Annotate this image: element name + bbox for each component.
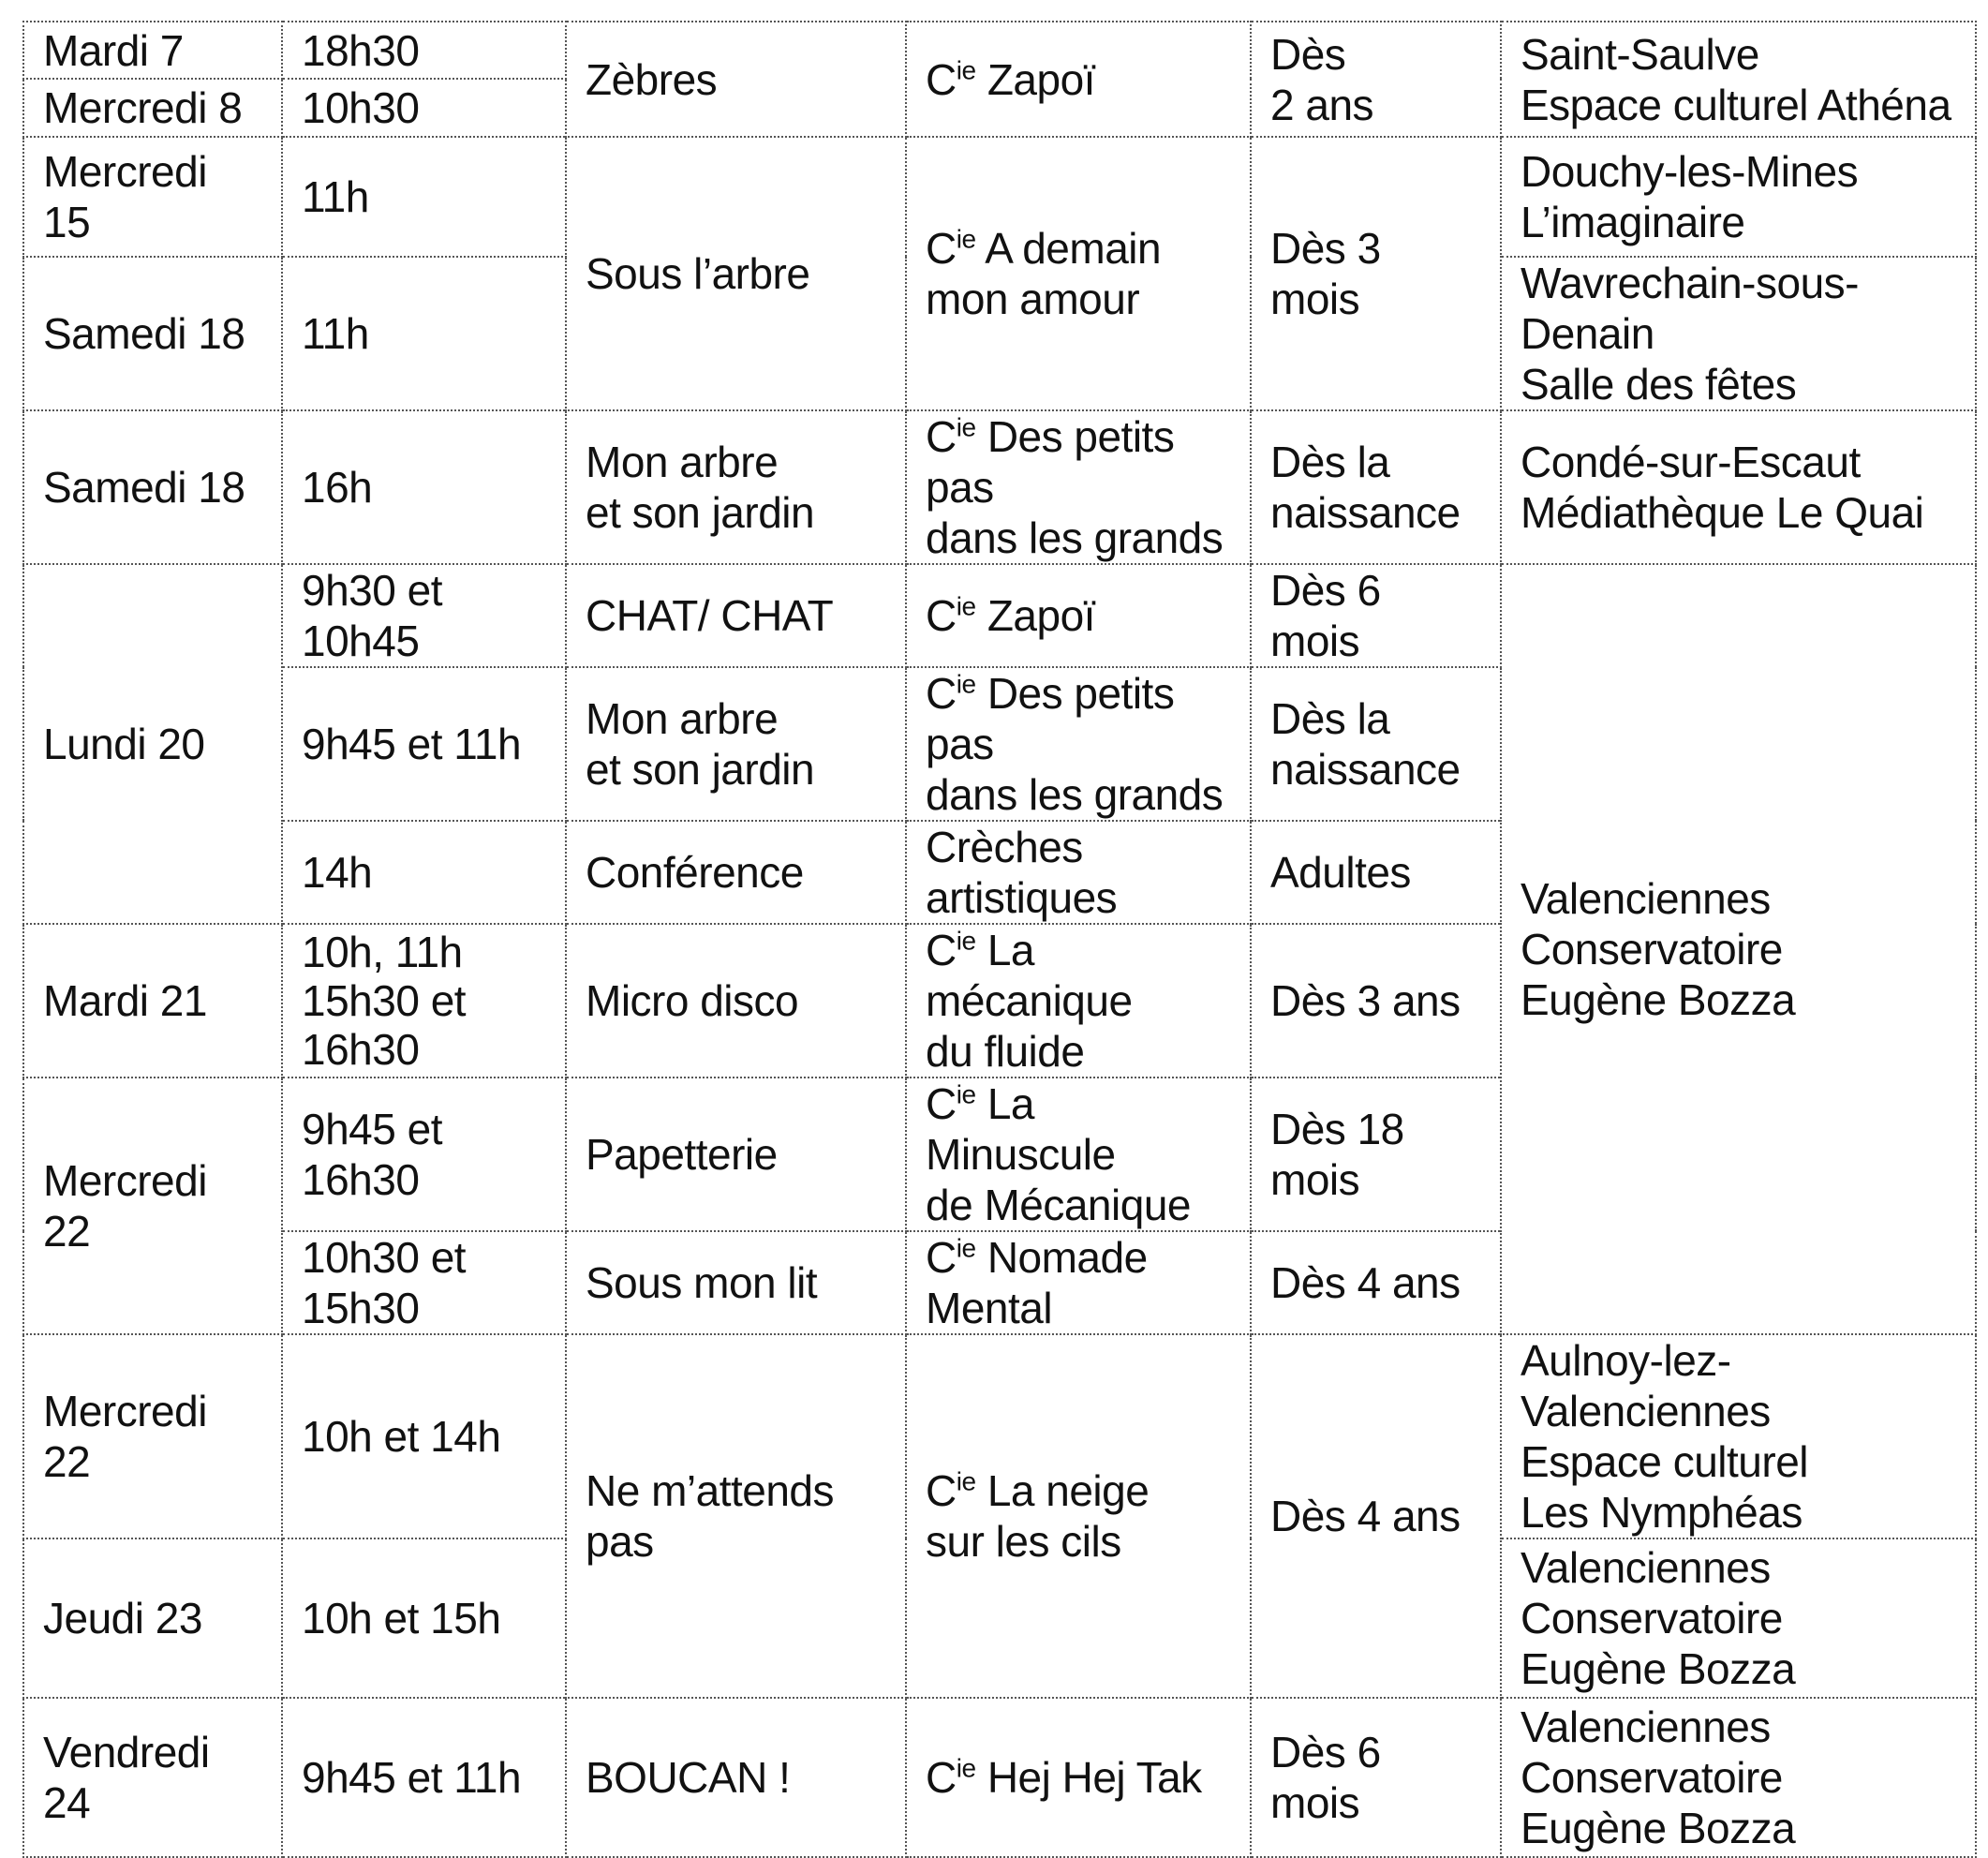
date-cell: Samedi 18 (23, 410, 282, 564)
age-cell: Dès 2 ans (1251, 22, 1501, 137)
time-cell: 9h45 et 11h (282, 1698, 566, 1857)
date-cell: Mardi 7 (23, 22, 282, 79)
table-row (23, 410, 1976, 564)
age-cell: Dès 4 ans (1251, 1231, 1501, 1334)
company-cell (906, 1698, 1251, 1857)
venue-cell: Valenciennes Conservatoire Eugène Bozza (1501, 1538, 1976, 1698)
show-cell: CHAT/ CHAT (566, 564, 906, 667)
company-name: Des petits pas dans les grands (926, 412, 1224, 562)
venue-cell: Saint-Saulve Espace culturel Athéna (1501, 22, 1976, 137)
company-name: Hej Hej Tak (987, 1753, 1202, 1802)
company-cell (906, 22, 1251, 137)
time-cell: 11h (282, 137, 566, 257)
time-cell: 9h45 et 16h30 (282, 1078, 566, 1231)
show-cell: Micro disco (566, 924, 906, 1078)
company-cell (906, 137, 1251, 410)
show-cell: Mon arbre et son jardin (566, 410, 906, 564)
cie-prefix: C (926, 1753, 957, 1802)
date-cell: Lundi 20 (23, 564, 282, 924)
time-cell: 11h (282, 257, 566, 410)
date-cell: Mercredi 22 (23, 1334, 282, 1538)
company-name: Nomade Mental (926, 1233, 1148, 1332)
date-cell: Mercredi 15 (23, 137, 282, 257)
time-cell: 10h et 14h (282, 1334, 566, 1538)
cie-prefix: C (926, 591, 957, 640)
venue-cell: Wavrechain-sous-Denain Salle des fêtes (1501, 257, 1976, 410)
cie-prefix: C (926, 412, 957, 461)
age-cell: Adultes (1251, 821, 1501, 924)
time-cell: 10h30 et 15h30 (282, 1231, 566, 1334)
date-cell: Mercredi 22 (23, 1078, 282, 1334)
venue-cell: Aulnoy-lez-Valenciennes Espace culturel Les Nymphéas (1501, 1334, 1976, 1538)
schedule-table (22, 21, 1977, 1858)
venue-cell: Valenciennes Conservatoire Eugène Bozza (1501, 564, 1976, 1334)
date-cell: Samedi 18 (23, 257, 282, 410)
show-cell: Conférence (566, 821, 906, 924)
show-cell: Sous l’arbre (566, 137, 906, 410)
table-row (23, 22, 1976, 79)
cie-sup: ie (956, 412, 976, 442)
table-row (23, 564, 1976, 667)
age-cell: Dès la naissance (1251, 410, 1501, 564)
company-name: La mécanique du fluide (926, 926, 1133, 1076)
age-cell: Dès 3 mois (1251, 137, 1501, 410)
table-row (23, 137, 1976, 257)
company-name: La Minuscule de Mécanique (926, 1079, 1191, 1229)
cie-sup: ie (956, 1079, 976, 1109)
cie-prefix: C (926, 54, 957, 104)
company-name: Des petits pas dans les grands (926, 669, 1224, 819)
show-cell: Ne m’attends pas (566, 1334, 906, 1698)
date-cell: Jeudi 23 (23, 1538, 282, 1698)
age-cell: Dès 6 mois (1251, 1698, 1501, 1857)
time-cell: 16h (282, 410, 566, 564)
show-cell: Sous mon lit (566, 1231, 906, 1334)
cie-prefix: C (926, 926, 957, 974)
cie-prefix: C (926, 669, 957, 718)
time-cell: 10h30 (282, 79, 566, 137)
company-cell (906, 1334, 1251, 1698)
show-cell: Mon arbre et son jardin (566, 667, 906, 821)
venue-cell: Condé-sur-Escaut Médiathèque Le Quai (1501, 410, 1976, 564)
date-cell: Mardi 21 (23, 924, 282, 1078)
company-name: Zapoï (987, 591, 1095, 640)
cie-prefix: C (926, 224, 957, 273)
show-cell: BOUCAN ! (566, 1698, 906, 1857)
cie-prefix: C (926, 1079, 957, 1128)
cie-sup: ie (956, 55, 976, 85)
company-cell (906, 1231, 1251, 1334)
age-cell: Dès 6 mois (1251, 564, 1501, 667)
show-cell: Papetterie (566, 1078, 906, 1231)
company-name: La neige sur les cils (926, 1466, 1150, 1566)
date-cell: Vendredi 24 (23, 1698, 282, 1857)
time-cell: 14h (282, 821, 566, 924)
cie-sup: ie (956, 1753, 976, 1783)
company-cell (906, 564, 1251, 667)
cie-sup: ie (956, 591, 976, 621)
company-name: A demain mon amour (926, 224, 1162, 323)
age-cell: Dès la naissance (1251, 667, 1501, 821)
age-cell: Dès 4 ans (1251, 1334, 1501, 1698)
company-cell (906, 1078, 1251, 1231)
company-cell: Crèches artistiques (906, 821, 1251, 924)
date-cell: Mercredi 8 (23, 79, 282, 137)
table-row (23, 1698, 1976, 1857)
cie-sup: ie (956, 1233, 976, 1263)
cie-sup: ie (956, 1466, 976, 1496)
time-cell: 10h, 11h 15h30 et 16h30 (282, 924, 566, 1078)
company-cell (906, 410, 1251, 564)
company-cell (906, 667, 1251, 821)
table-row (23, 1334, 1976, 1538)
age-cell: Dès 3 ans (1251, 924, 1501, 1078)
venue-cell: Valenciennes Conservatoire Eugène Bozza (1501, 1698, 1976, 1857)
time-cell: 10h et 15h (282, 1538, 566, 1698)
venue-cell: Douchy-les-Mines L’imaginaire (1501, 137, 1976, 257)
cie-prefix: C (926, 1233, 957, 1282)
time-cell: 9h30 et 10h45 (282, 564, 566, 667)
company-cell (906, 924, 1251, 1078)
cie-sup: ie (956, 926, 976, 956)
cie-prefix: C (926, 1466, 957, 1515)
company-name: Zapoï (987, 54, 1095, 104)
cie-sup: ie (956, 224, 976, 254)
show-cell: Zèbres (566, 22, 906, 137)
time-cell: 9h45 et 11h (282, 667, 566, 821)
cie-sup: ie (956, 669, 976, 699)
age-cell: Dès 18 mois (1251, 1078, 1501, 1231)
time-cell: 18h30 (282, 22, 566, 79)
